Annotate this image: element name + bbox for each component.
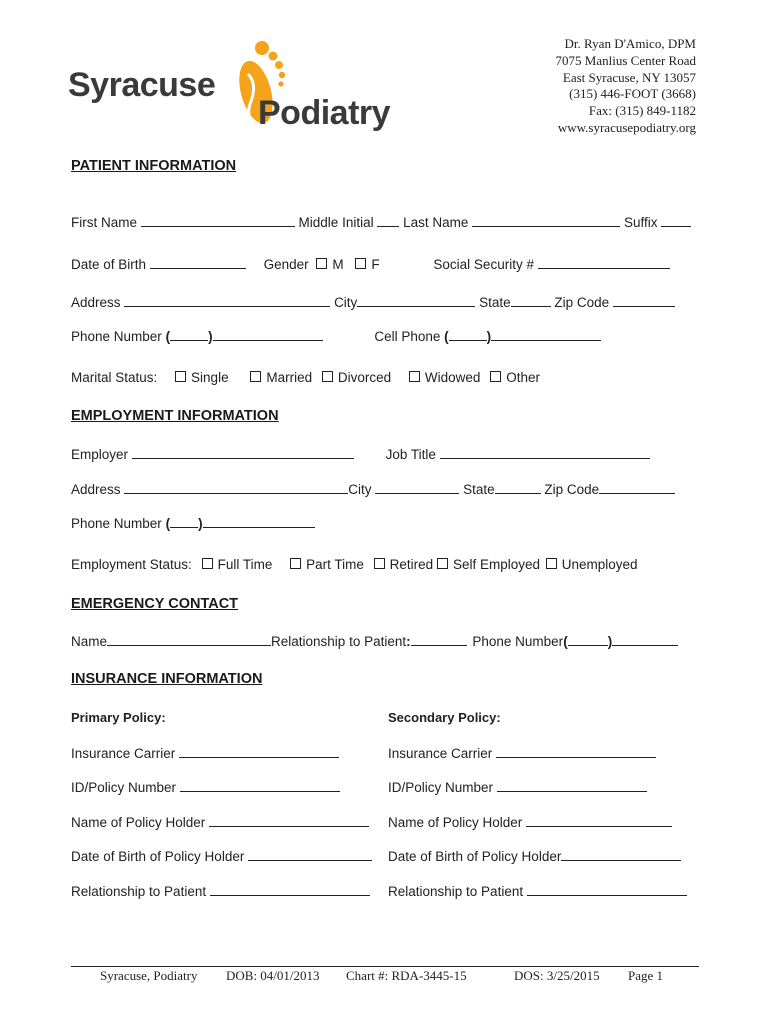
emp-address-label: Address — [71, 482, 121, 497]
phone-label: Phone Number — [71, 329, 162, 344]
city-state-zip: East Syracuse, NY 13057 — [562, 69, 696, 85]
primary-holder-dob-row — [71, 848, 372, 864]
primary-policy-heading: Primary Policy: — [71, 710, 166, 725]
other-checkbox[interactable] — [490, 371, 501, 382]
secondary-id-label: ID/Policy Number — [388, 780, 494, 795]
primary-holder-dob-field[interactable] — [248, 848, 372, 861]
ec-phone-area-field[interactable] — [568, 633, 608, 646]
dob-field[interactable] — [150, 256, 246, 269]
footer-practice: Syracuse, Podiatry — [100, 968, 198, 983]
part-time-checkbox[interactable] — [290, 558, 301, 569]
address-field[interactable] — [124, 294, 330, 307]
ec-phone-field[interactable] — [612, 633, 678, 646]
marital-label: Marital Status: — [71, 370, 158, 385]
ssn-field-1[interactable] — [538, 256, 584, 269]
secondary-holder-field[interactable] — [526, 814, 672, 827]
secondary-policy-heading: Secondary Policy: — [388, 710, 501, 725]
state-field[interactable] — [511, 294, 551, 307]
divorced-label: Divorced — [337, 370, 392, 385]
practice-fax: Fax: (315) 849-1182 — [588, 103, 696, 119]
first-name-field[interactable] — [141, 214, 295, 227]
employer-label: Employer — [71, 447, 129, 462]
middle-initial-label: Middle Initial — [298, 215, 374, 230]
footer-dos: DOS: 3/25/2015 — [514, 968, 600, 983]
other-label: Other — [506, 370, 540, 385]
emp-phone-label: Phone Number — [71, 516, 162, 531]
ssn-field-3[interactable] — [620, 256, 670, 269]
footer-divider — [71, 966, 699, 967]
employer-row — [71, 446, 650, 462]
secondary-id-field[interactable] — [497, 779, 647, 792]
patient-info-heading: PATIENT INFORMATION — [71, 158, 237, 174]
primary-carrier-field[interactable] — [179, 745, 339, 758]
secondary-id-row — [388, 779, 647, 795]
cell-label: Cell Phone — [374, 329, 441, 344]
emp-address-field[interactable] — [124, 481, 348, 494]
secondary-holder-label: Name of Policy Holder — [388, 815, 523, 830]
state-label: State — [479, 295, 511, 310]
primary-id-field[interactable] — [180, 779, 340, 792]
primary-holder-dob-label: Date of Birth of Policy Holder — [71, 849, 245, 864]
secondary-carrier-field[interactable] — [496, 745, 656, 758]
primary-id-row — [71, 779, 340, 795]
emp-state-field[interactable] — [495, 481, 541, 494]
employer-address-row — [71, 481, 675, 497]
emp-city-label: City — [348, 482, 372, 497]
gender-f-checkbox[interactable] — [355, 258, 366, 269]
ec-phone-label: Phone Number — [472, 634, 564, 649]
secondary-holder-dob-row — [388, 848, 681, 864]
unemployed-label: Unemployed — [561, 557, 638, 572]
secondary-holder-dob-label: Date of Birth of Policy Holder — [388, 849, 562, 864]
primary-holder-field[interactable] — [209, 814, 369, 827]
marital-status-row — [71, 370, 540, 385]
cell-area-field[interactable] — [449, 328, 487, 341]
first-name-label: First Name — [71, 215, 138, 230]
emergency-contact-heading: EMERGENCY CONTACT — [71, 596, 239, 612]
patient-phone-row: Phone Number ( ) Cell Phone ( ) — [71, 328, 601, 344]
self-employed-checkbox[interactable] — [437, 558, 448, 569]
emp-zip-field[interactable] — [599, 481, 675, 494]
primary-carrier-row — [71, 745, 339, 761]
ec-name-field[interactable] — [107, 633, 271, 646]
footer-page-number: Page 1 — [628, 968, 664, 983]
full-time-checkbox[interactable] — [202, 558, 213, 569]
single-checkbox[interactable] — [175, 371, 186, 382]
secondary-carrier-row — [388, 745, 656, 761]
married-checkbox[interactable] — [250, 371, 261, 382]
primary-holder-row — [71, 814, 369, 830]
emp-city-field[interactable] — [375, 481, 459, 494]
practice-phone: (315) 446-FOOT (3668) — [569, 86, 696, 102]
ec-relationship-label: Relationship to Patient — [271, 634, 407, 649]
cell-field[interactable] — [491, 328, 601, 341]
emp-status-label: Employment Status: — [71, 557, 192, 572]
gender-f-label: F — [371, 257, 380, 272]
phone-field[interactable] — [213, 328, 323, 341]
secondary-holder-row — [388, 814, 672, 830]
logo-word-podiatry: Podiatry — [258, 94, 391, 132]
doctor-name: Dr. Ryan D'Amico, DPM — [564, 36, 696, 51]
retired-label: Retired — [389, 557, 434, 572]
street-address: 7075 Manlius Center Road — [555, 52, 696, 68]
syracuse-podiatry-logo — [68, 34, 408, 138]
ssn-label: Social Security # — [433, 257, 534, 272]
practice-website[interactable]: www.syracusepodiatry.org — [557, 119, 696, 135]
zip-label: Zip Code — [554, 295, 610, 310]
gender-m-label: M — [332, 257, 344, 272]
ssn-field-2[interactable] — [584, 256, 620, 269]
patient-dob-row — [71, 256, 670, 272]
city-field[interactable] — [357, 294, 475, 307]
emergency-contact-row: Name Relationship to Patient: Phone Number( ) — [71, 633, 678, 649]
primary-id-label: ID/Policy Number — [71, 780, 177, 795]
city-label: City — [334, 295, 358, 310]
retired-checkbox[interactable] — [374, 558, 385, 569]
single-label: Single — [191, 370, 229, 385]
last-name-label: Last Name — [403, 215, 469, 230]
zip-field[interactable] — [613, 294, 675, 307]
dob-label: Date of Birth — [71, 257, 147, 272]
footer-chart-number: Chart #: RDA-3445-15 — [346, 968, 467, 983]
employer-field[interactable] — [132, 446, 354, 459]
unemployed-checkbox[interactable] — [546, 558, 557, 569]
suffix-label: Suffix — [623, 215, 658, 230]
patient-address-row — [71, 294, 675, 310]
insurance-info-heading: INSURANCE INFORMATION — [71, 671, 263, 687]
emp-phone-area-field[interactable] — [170, 515, 198, 528]
secondary-relationship-label: Relationship to Patient — [388, 884, 524, 899]
divorced-checkbox[interactable] — [322, 371, 333, 382]
widowed-checkbox[interactable] — [409, 371, 420, 382]
practice-address — [556, 36, 696, 137]
secondary-holder-dob-field[interactable] — [561, 848, 681, 861]
employment-status-row — [71, 557, 638, 572]
gender-label: Gender — [263, 257, 309, 272]
footer-dob: DOB: 04/01/2013 — [226, 968, 320, 983]
primary-relationship-row — [71, 883, 370, 899]
ec-relationship-field[interactable] — [411, 633, 467, 646]
ec-name-label: Name — [71, 634, 108, 649]
middle-initial-field[interactable] — [377, 214, 399, 227]
secondary-relationship-field[interactable] — [527, 883, 687, 896]
emp-phone-field[interactable] — [203, 515, 315, 528]
job-title-label: Job Title — [385, 447, 436, 462]
logo-word-syracuse: Syracuse — [68, 66, 216, 104]
last-name-field[interactable] — [472, 214, 620, 227]
patient-name-row — [71, 214, 691, 230]
part-time-label: Part Time — [306, 557, 364, 572]
gender-m-checkbox[interactable] — [316, 258, 327, 269]
secondary-relationship-row — [388, 883, 687, 899]
primary-relationship-label: Relationship to Patient — [71, 884, 207, 899]
married-label: Married — [266, 370, 313, 385]
emp-zip-label: Zip Code — [544, 482, 600, 497]
employment-info-heading: EMPLOYMENT INFORMATION — [71, 408, 279, 424]
emp-state-label: State — [463, 482, 495, 497]
suffix-field[interactable] — [661, 214, 691, 227]
secondary-carrier-label: Insurance Carrier — [388, 746, 493, 761]
widowed-label: Widowed — [424, 370, 481, 385]
employer-phone-row: Phone Number ( ) — [71, 515, 315, 531]
primary-carrier-label: Insurance Carrier — [71, 746, 176, 761]
primary-holder-label: Name of Policy Holder — [71, 815, 206, 830]
full-time-label: Full Time — [217, 557, 273, 572]
phone-area-field[interactable] — [170, 328, 208, 341]
self-employed-label: Self Employed — [452, 557, 540, 572]
job-title-field[interactable] — [440, 446, 650, 459]
primary-relationship-field[interactable] — [210, 883, 370, 896]
address-label: Address — [71, 295, 121, 310]
